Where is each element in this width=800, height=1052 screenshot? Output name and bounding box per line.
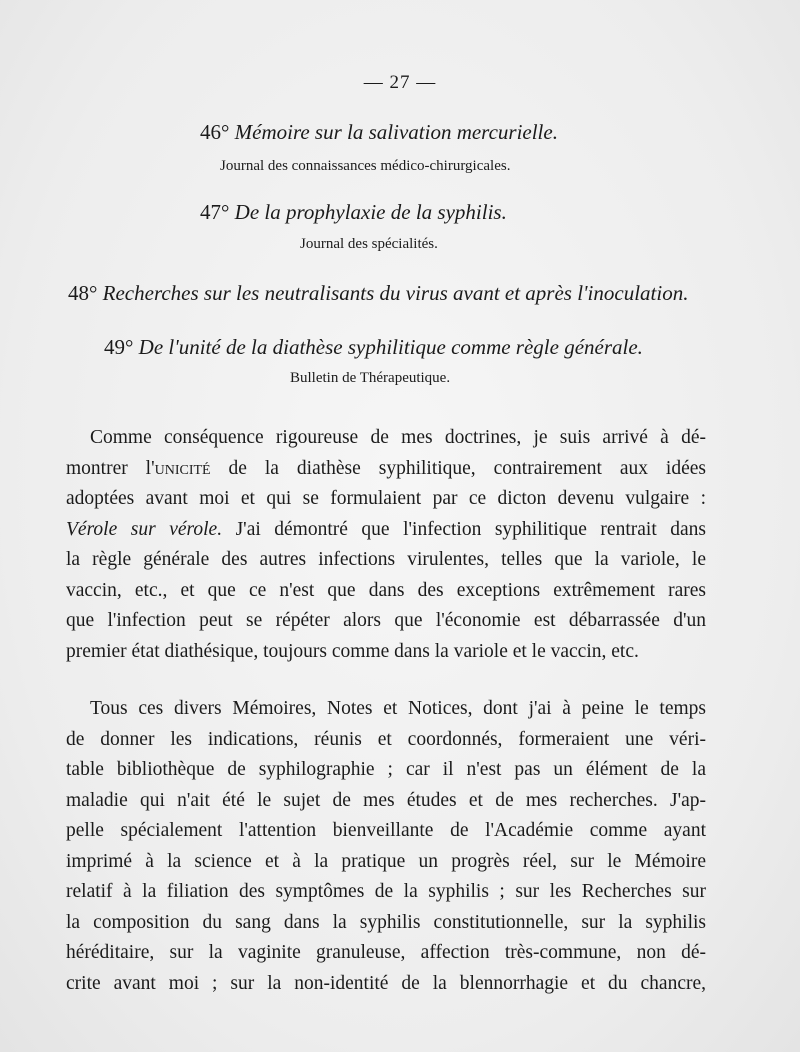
text-line: [66, 515, 706, 546]
text-line: la composition du sang dans la syphilis constitutionnelle, sur la syphilis: [66, 911, 706, 933]
entry-number: 49°: [104, 335, 134, 359]
text-line: maladie qui n'ait été le sujet de mes études et de mes recherches. J'ap-: [66, 789, 706, 811]
entry-46-source: Journal des connaissances médico-chirurgicales.: [220, 158, 511, 174]
smallcaps-term: unicité: [154, 457, 211, 479]
text-line: Comme conséquence rigoureuse de mes doctrines, je suis arrivé à dé-: [90, 427, 706, 448]
text-line: relatif à la filiation des symptômes de la syphilis ; sur les Recherches sur: [66, 881, 706, 902]
text-segment: montrer l': [66, 457, 155, 479]
text-line: premier état diathésique, toujours comme dans la variole et le vaccin, etc.: [66, 640, 639, 662]
text-line: de donner les indications, réunis et coordonnés, formeraient une véri-: [66, 728, 706, 750]
entry-48-title: [68, 281, 688, 306]
text-line: héréditaire, sur la vaginite granuleuse, affection très-commune, non dé-: [66, 942, 706, 963]
entry-title-text: De l'unité de la diathèse syphilitique comme règle générale.: [138, 335, 643, 359]
text-line: imprimé à la science et à la pratique un progrès réel, sur le Mémoire: [66, 850, 706, 872]
paragraph-1: [66, 423, 706, 667]
paragraph-2: [66, 694, 706, 999]
entry-47-title: [200, 200, 507, 225]
entry-number: 48°: [68, 281, 98, 305]
entry-title-text: Mémoire sur la salivation mercurielle.: [234, 120, 558, 144]
italic-dictum: Vérole sur vérole.: [66, 518, 223, 540]
entry-46-title: [200, 120, 558, 145]
entry-title-text: De la prophylaxie de la syphilis.: [234, 200, 507, 224]
entry-title-text: Recherches sur les neutralisants du virus avant et après l'inoculation.: [102, 281, 689, 305]
text-segment: de la diathèse syphilitique, contrairement aux idées: [210, 457, 706, 479]
page-number: — 27 —: [363, 72, 437, 93]
entry-49-source: Bulletin de Thérapeutique.: [290, 370, 451, 386]
text-line: crite avant moi ; sur la non-identité de la blennorrhagie et du chancre,: [66, 972, 706, 994]
text-line: [66, 454, 706, 485]
text-line: table bibliothèque de syphilographie ; car il n'est pas un élément de la: [66, 759, 706, 780]
text-segment: J'ai démontré que l'infection syphilitique rentrait dans: [222, 518, 706, 540]
text-line: que l'infection peut se répéter alors que l'économie est débarrassée d'un: [66, 610, 706, 631]
entry-47-source: Journal des spécialités.: [300, 236, 438, 252]
text-line: pelle spécialement l'attention bienveillante de l'Académie comme ayant: [66, 820, 706, 841]
text-line: Tous ces divers Mémoires, Notes et Notices, dont j'ai à peine le temps: [90, 698, 706, 719]
entry-number: 46°: [200, 120, 230, 144]
text-line: vaccin, etc., et que ce n'est que dans des exceptions extrêmement rares: [66, 579, 706, 601]
entry-number: 47°: [200, 200, 230, 224]
text-line: la règle générale des autres infections virulentes, telles que la variole, le: [66, 549, 706, 570]
entry-49-title: [104, 335, 643, 360]
text-line: adoptées avant moi et qui se formulaient par ce dicton devenu vulgaire :: [66, 488, 706, 509]
